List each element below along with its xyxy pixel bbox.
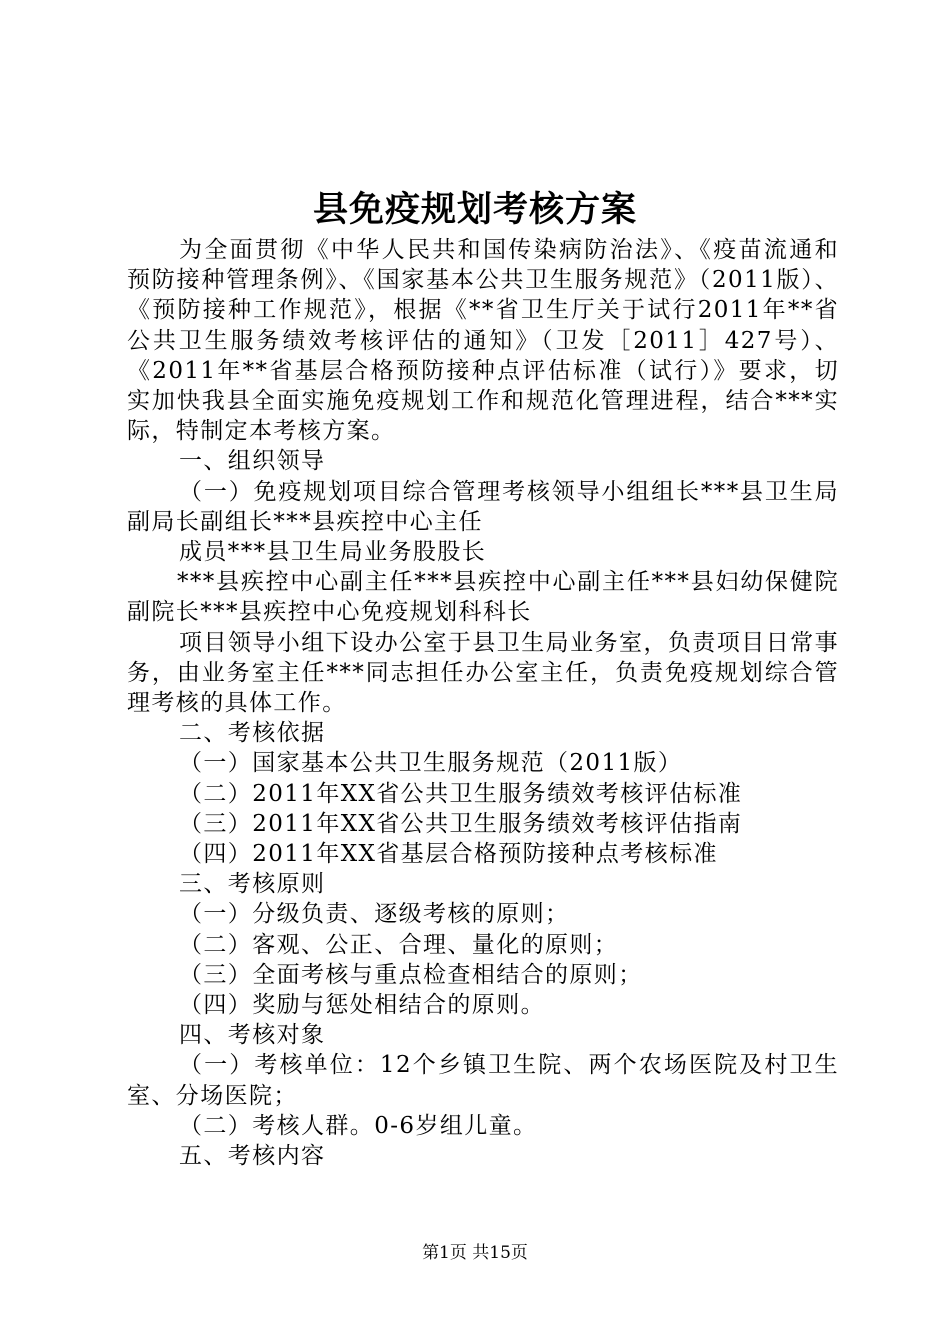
list-item-principle-1: （一）分级负责、逐级考核的原则； [179,901,570,928]
list-item-target-1: （一）考核单位：12个乡镇卫生院、两个农场医院及村卫生室、分场医院； [127,1052,839,1109]
section-heading-organization: 一、组织领导 [179,448,326,475]
list-item-basis-4: （四）2011年XX省基层合格预防接种点考核标准 [179,841,718,868]
list-item-basis-3: （三）2011年XX省公共卫生服务绩效考核评估指南 [179,810,743,837]
document-title: 县免疫规划考核方案 [312,189,637,230]
section-heading-principles: 三、考核原则 [179,871,326,898]
page-footer: 第1页 共15页 [422,1243,528,1263]
paragraph-members: 成员***县卫生局业务股股长 [179,539,487,566]
list-item-basis-2: （二）2011年XX省公共卫生服务绩效考核评估标准 [179,780,743,807]
list-item-basis-1: （一）国家基本公共卫生服务规范（2011版） [179,750,683,777]
paragraph-leadership-group: （一）免疫规划项目综合管理考核领导小组组长***县卫生局副局长副组长***县疾控中心主任 [127,478,839,535]
list-item-principle-4: （四）奖励与惩处相结合的原则。 [179,992,545,1019]
list-item-target-2: （二）考核人群。0-6岁组儿童。 [179,1112,538,1139]
section-heading-targets: 四、考核对象 [179,1022,326,1049]
list-item-principle-2: （二）客观、公正、合理、量化的原则； [179,931,619,958]
document-body [127,235,839,1171]
list-item-principle-3: （三）全面考核与重点检查相结合的原则； [179,961,643,988]
section-heading-content: 五、考核内容 [179,1143,326,1170]
paragraph-intro: 为全面贯彻《中华人民共和国传染病防治法》、《疫苗流通和预防接种管理条例》、《国家基本公共卫生服务规范》（2011版）、《预防接种工作规范》，根据《**省卫生厅关于试行2011年**省公共卫生服务绩效考核评估的通知》（卫发［2011］427号）、《2011年**省基层合格预防接种点评估标准（试行）》要求，切实加快我县全面实施免疫规划工作和规范化管理进程，结合***实际，特制定本考核方案。 [127,237,839,445]
section-heading-basis: 二、考核依据 [179,720,326,747]
paragraph-member-list: ***县疾控中心副主任***县疾控中心副主任***县妇幼保健院副院长***县疾控中心免疫规划科科长 [127,569,839,626]
paragraph-office: 项目领导小组下设办公室于县卫生局业务室，负责项目日常事务，由业务室主任***同志担任办公室主任，负责免疫规划综合管理考核的具体工作。 [127,629,839,717]
